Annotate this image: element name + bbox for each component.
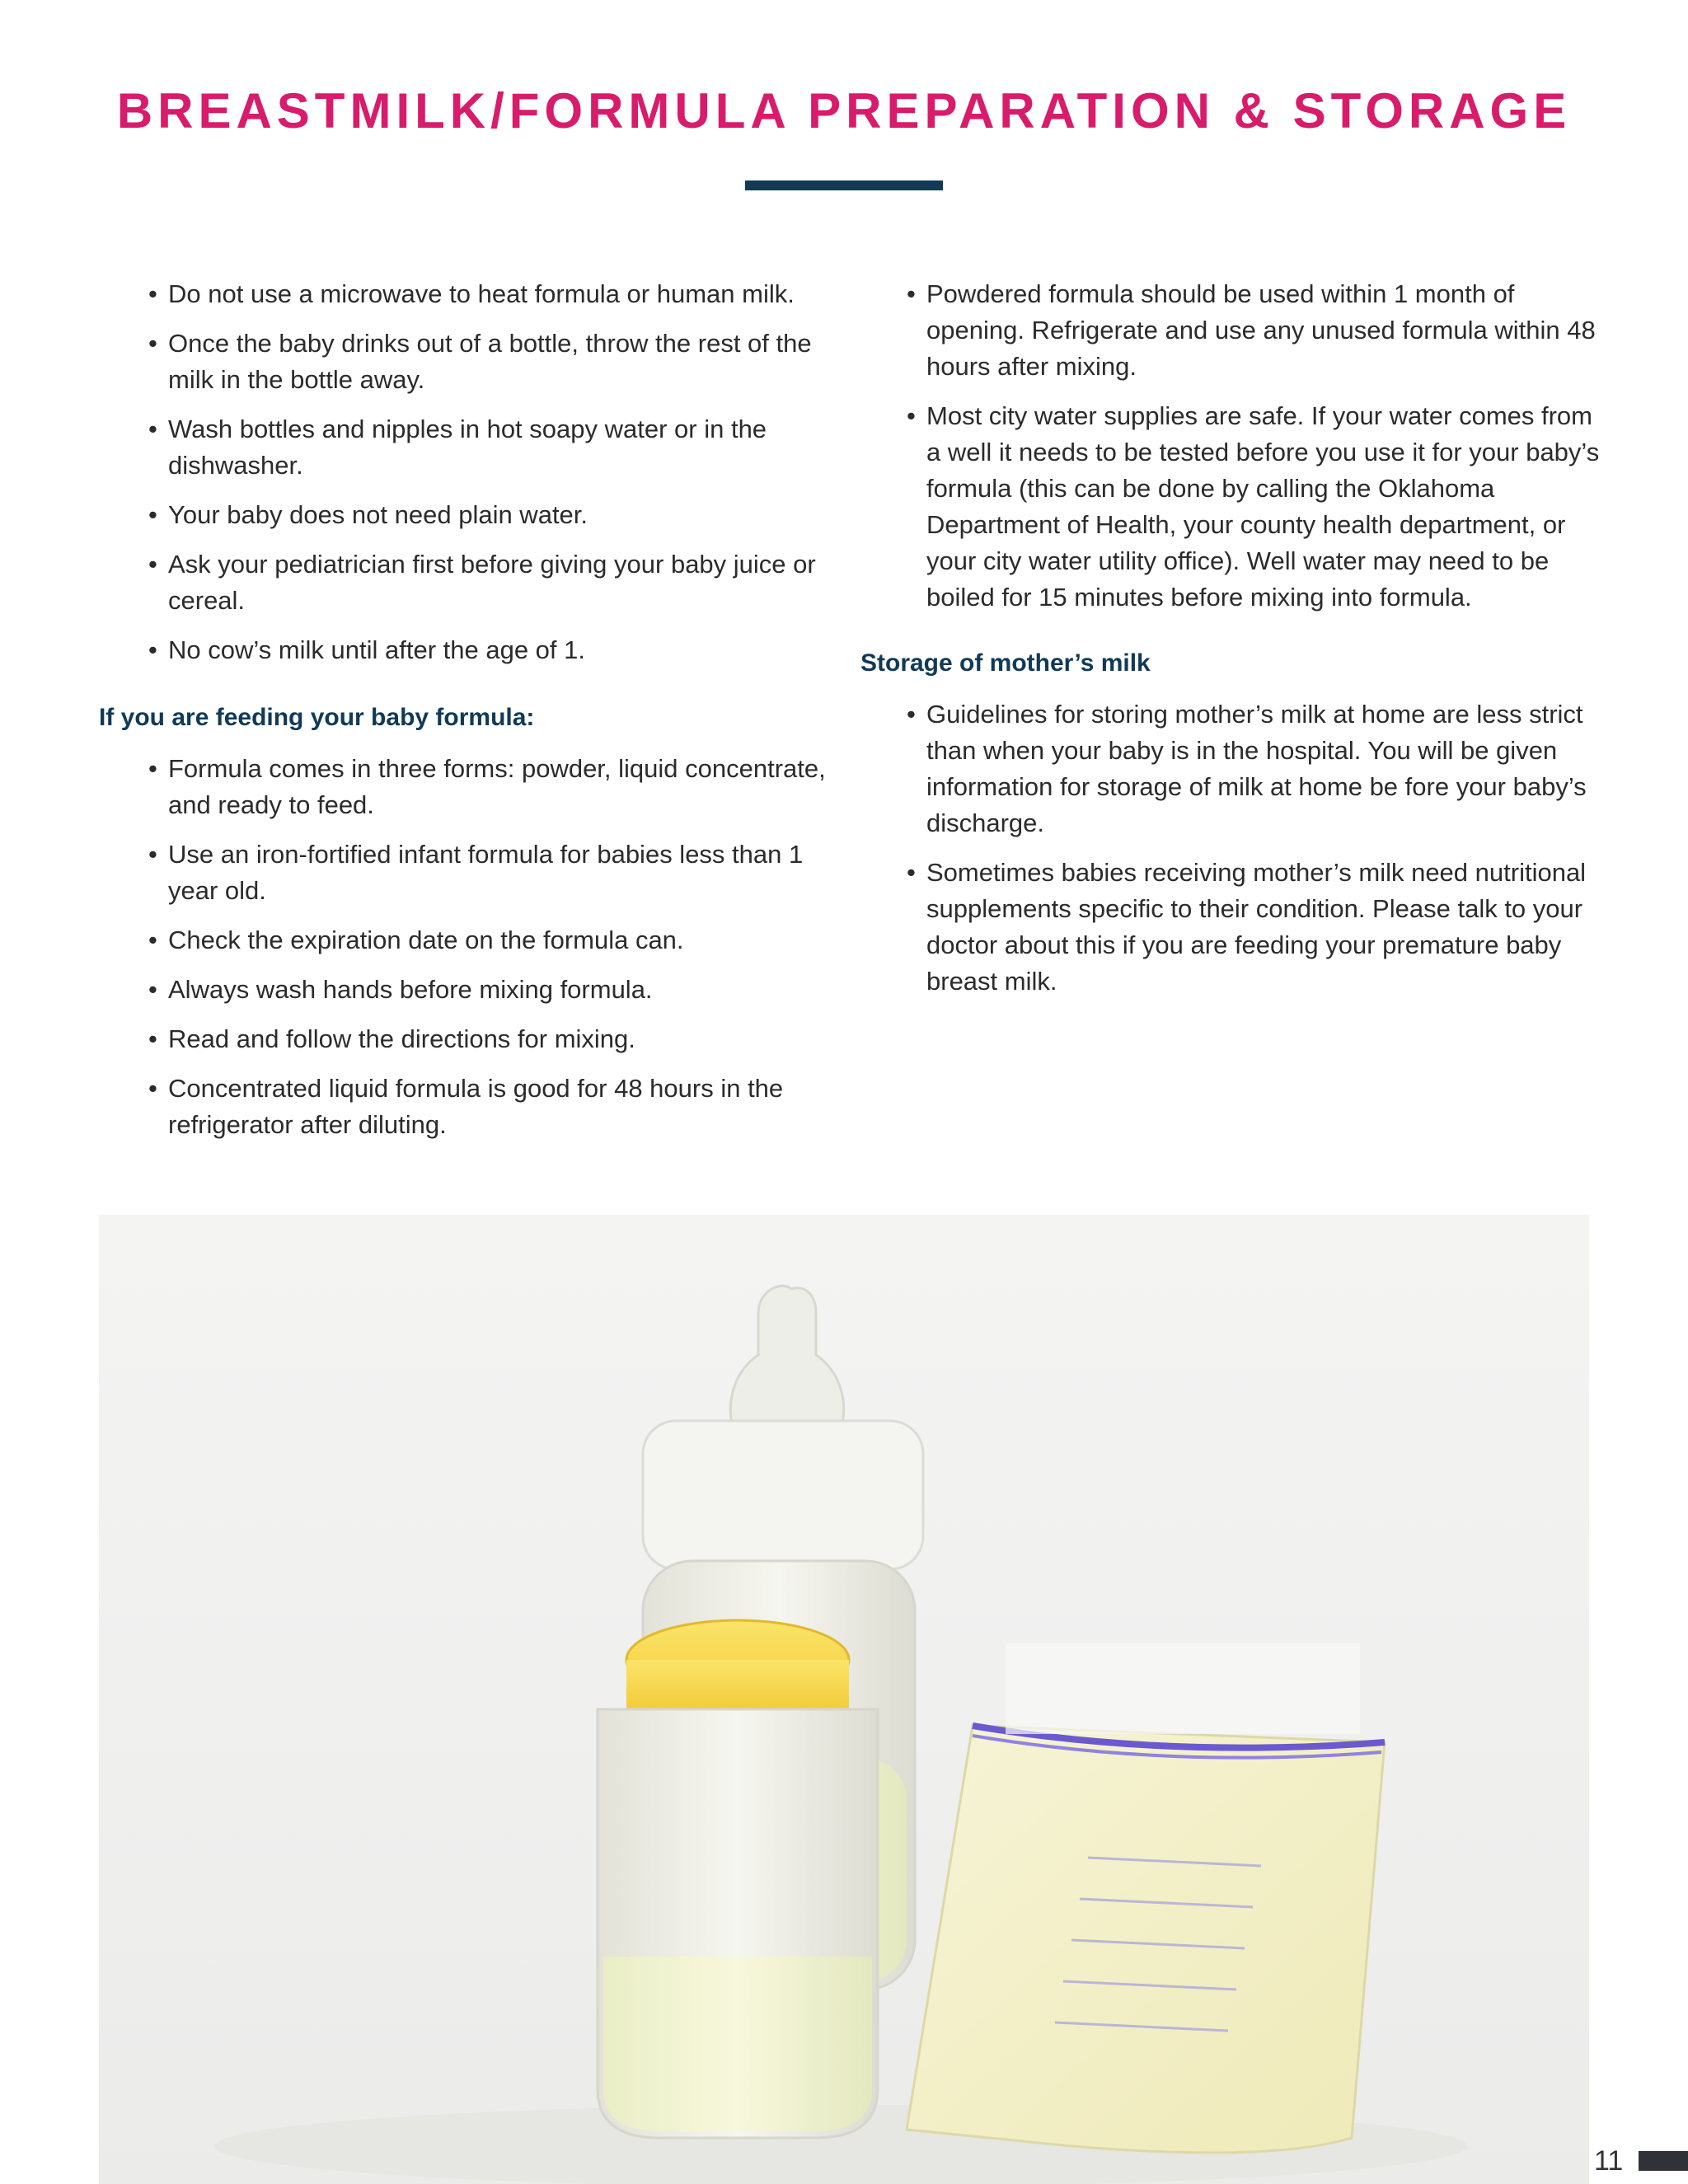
bullet-item: • Wash bottles and nipples in hot soapy water or in the dishwasher. bbox=[99, 411, 841, 484]
bullet-item: • Concentrated liquid formula is good for 48 hours in the refrigerator after diluting. bbox=[99, 1071, 841, 1143]
bullet-item: • Once the baby drinks out of a bottle, throw the rest of the milk in the bottle away. bbox=[99, 326, 841, 398]
milk-bottles-photo bbox=[99, 1215, 1589, 2184]
bottles-illustration bbox=[99, 1215, 1589, 2184]
bullet-item: • Formula comes in three forms: powder, liquid concentrate, and ready to feed. bbox=[99, 751, 841, 823]
bullet-item: • No cow’s milk until after the age of 1. bbox=[99, 632, 841, 668]
right-column bbox=[860, 276, 1602, 1013]
general-bullet-list bbox=[99, 276, 841, 668]
yellow-cap-band-shape bbox=[626, 1660, 849, 1709]
page-title: BREASTMILK/FORMULA PREPARATION & STORAGE bbox=[116, 83, 1572, 138]
bullet-item: • Powdered formula should be used within 1 month of opening. Refrigerate and use any unused formula within 48 hours after mixing. bbox=[860, 276, 1602, 385]
bullet-item: • Always wash hands before mixing formula. bbox=[99, 972, 841, 1008]
storage-bullet-list bbox=[860, 696, 1602, 1000]
bullet-item: • Use an iron-fortified infant formula for babies less than 1 year old. bbox=[99, 837, 841, 909]
left-column bbox=[99, 276, 841, 1156]
formula-bullet-list bbox=[99, 751, 841, 1143]
formula-heading: If you are feeding your baby formula: bbox=[99, 704, 535, 731]
bullet-item: • Read and follow the directions for mixing. bbox=[99, 1021, 841, 1057]
bullet-item: • Ask your pediatrician first before giving your baby juice or cereal. bbox=[99, 546, 841, 619]
bullet-item: • Most city water supplies are safe. If your water comes from a well it needs to be tested before you use it for your baby’s formula (this can be done by calling the Oklahoma Department of Health, your county health department, or your city water utility office). Well water may need to be boiled for 15 minutes before mixing into formula. bbox=[860, 398, 1602, 616]
nipple-shape bbox=[730, 1286, 844, 1429]
storage-heading: Storage of mother’s milk bbox=[860, 649, 1151, 677]
bullet-item: • Do not use a microwave to heat formula or human milk. bbox=[99, 276, 841, 312]
bullet-item: • Sometimes babies receiving mother’s milk need nutritional supplements specific to their condition. Please talk to your doctor about this if you are feeding your premature baby breast milk. bbox=[860, 855, 1602, 1000]
bullet-item: • Guidelines for storing mother’s milk at home are less strict than when your baby is in the hospital. You will be given information for storage of milk at home be fore your baby’s discharge. bbox=[860, 696, 1602, 841]
title-underline bbox=[745, 180, 943, 190]
milk-bag-shape bbox=[907, 1726, 1385, 2153]
bullet-item: • Check the expiration date on the formula can. bbox=[99, 922, 841, 958]
small-bottle-milk-shape bbox=[603, 1957, 872, 2131]
bottle-collar-shape bbox=[643, 1421, 923, 1569]
page-number: 11 bbox=[1594, 2145, 1624, 2177]
bullet-item: • Your baby does not need plain water. bbox=[99, 497, 841, 533]
page-tab-marker bbox=[1639, 2151, 1688, 2171]
bag-label-area-shape bbox=[1006, 1643, 1360, 1734]
preparation-bullet-list bbox=[860, 276, 1602, 616]
